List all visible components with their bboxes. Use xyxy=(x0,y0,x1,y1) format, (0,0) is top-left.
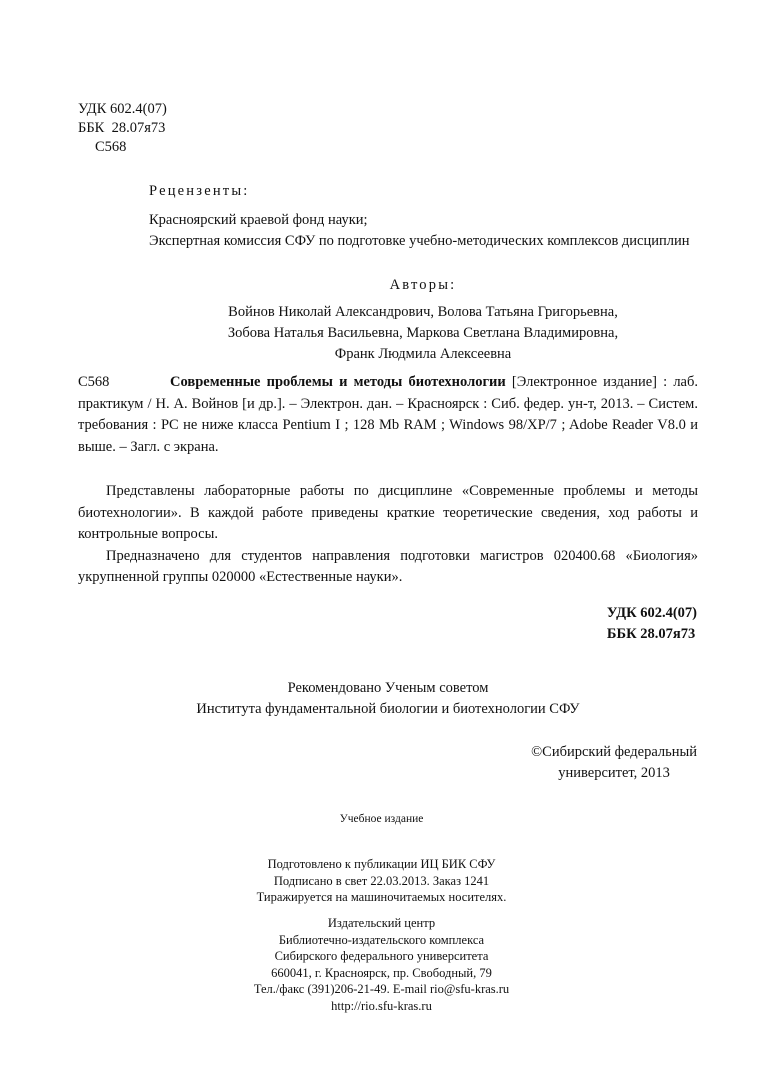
copyright-line: ©Сибирский федеральный xyxy=(531,744,697,760)
udk-block xyxy=(78,100,167,157)
authors-heading: Авторы: xyxy=(389,277,457,293)
bibliographic-rest: [Электронное издание] : лаб. практикум / Н. А. Войнов [и др.]. – Электрон. дан. – Красноярск : Сиб. федер. ун-т, 2013. – Систем. требования : PC не ниже класса Pentium I ; 128 Mb RAM ; Windows 98/XP/7 ; Adobe Reader V8.0 и выше. – Загл. с экрана. xyxy=(78,374,698,455)
reviewer-item: Экспертная комиссия СФУ по подготовке учебно-методических комплексов дисциплин xyxy=(149,233,690,249)
imprint-publisher xyxy=(0,915,763,1014)
recommended-line: Рекомендовано Ученым советом xyxy=(287,680,489,696)
imprint-line: Подготовлено к публикации ИЦ БИК СФУ xyxy=(267,857,496,871)
copyright-line: университет, 2013 xyxy=(558,765,670,781)
imprint-line: Подписано в свет 22.03.2013. Заказ 1241 xyxy=(273,873,490,888)
reviewers-heading: Рецензенты: xyxy=(149,183,250,199)
bibliographic-title: Современные проблемы и методы биотехнологии xyxy=(170,374,506,390)
bibliographic-code: С568 xyxy=(78,374,110,390)
shelf-code: С568 xyxy=(95,139,127,155)
recommended-section xyxy=(78,678,698,720)
author-line: Войнов Николай Александрович, Волова Татьяна Григорьевна, xyxy=(228,304,618,320)
publisher-line: Сибирского федерального университета xyxy=(274,949,489,963)
authors-section xyxy=(149,275,697,365)
imprint-publication xyxy=(0,856,763,906)
reviewers-section xyxy=(149,182,697,252)
publisher-contacts: Тел./факс (391)206-21-49. E-mail rio@sfu-kras.ru xyxy=(253,982,510,996)
edition-kind: Учебное издание xyxy=(339,813,424,825)
annotation-paragraph: Представлены лабораторные работы по дисциплине «Современные проблемы и методы биотехнологии». В каждой работе приведены краткие теоретические сведения, ход работы и контрольные вопросы. xyxy=(78,483,698,542)
publisher-website[interactable]: http://rio.sfu-kras.ru xyxy=(331,998,432,1013)
copyright-section xyxy=(531,742,697,784)
publisher-line: Библиотечно-издательского комплекса xyxy=(278,932,485,947)
udk-code: УДК 602.4(07) xyxy=(78,101,167,117)
bbk-repeat-code: ББК 28.07я73 xyxy=(606,626,696,642)
annotation-paragraph: Предназначено для студентов направления подготовки магистров 020400.68 «Биология» укрупненной группы 020000 «Естественные науки». xyxy=(78,547,698,585)
author-line: Зобова Наталья Васильевна, Маркова Светлана Владимировна, xyxy=(227,325,619,341)
reviewer-item: Красноярский краевой фонд науки; xyxy=(149,211,368,228)
udk-repeat-code: УДК 602.4(07) xyxy=(606,605,697,621)
author-line: Франк Людмила Алексеевна xyxy=(334,346,512,362)
imprint-line: Тиражируется на машиночитаемых носителях. xyxy=(256,890,507,904)
bibliographic-record xyxy=(78,372,698,458)
bbk-code: ББК 28.07я73 xyxy=(78,120,166,136)
recommended-line: Института фундаментальной биологии и биотехнологии СФУ xyxy=(196,701,580,717)
udk-repeat-block xyxy=(607,603,697,645)
publisher-address: 660041, г. Красноярск, пр. Свободный, 79 xyxy=(271,965,492,980)
publisher-line: Издательский центр xyxy=(327,916,436,930)
annotation-section xyxy=(78,481,698,589)
